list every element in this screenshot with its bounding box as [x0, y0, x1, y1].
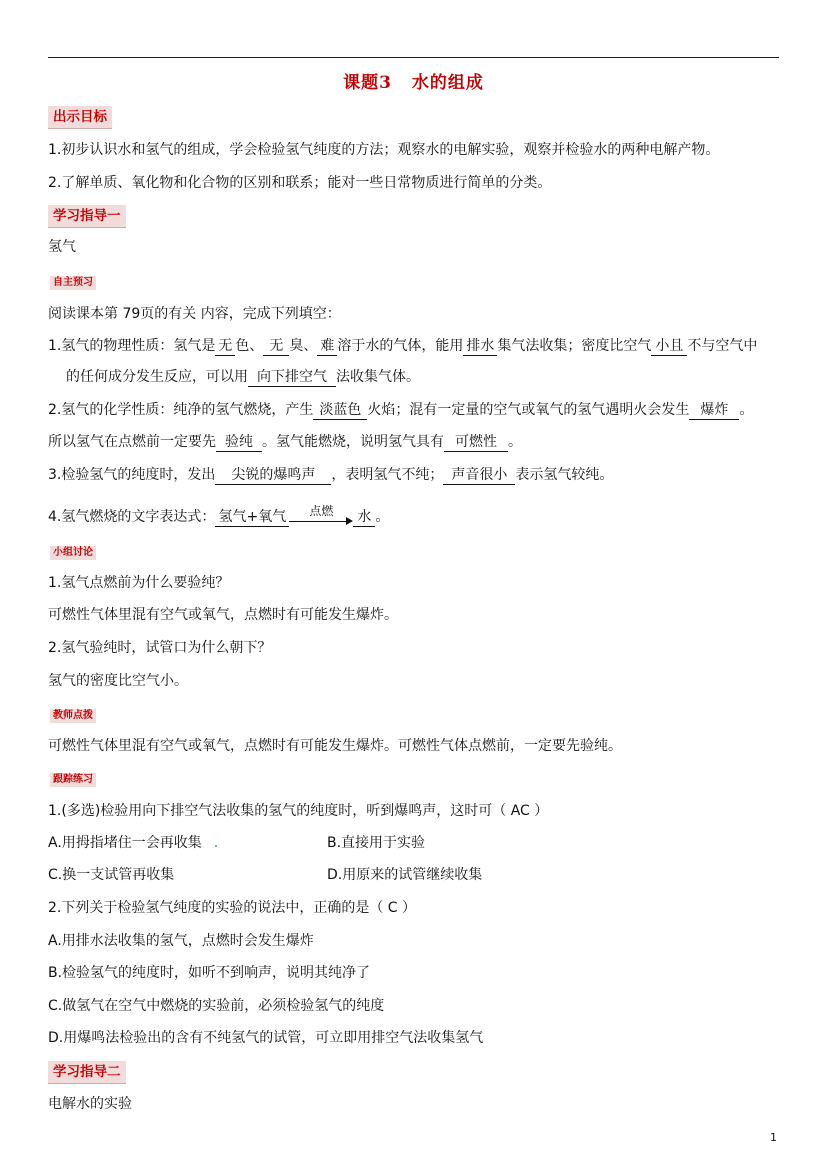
equation-reactants: 氢气+氧气: [215, 508, 289, 527]
discussion-q1: 1.氢气点燃前为什么要验纯？: [48, 575, 230, 591]
blank-7: 淡蓝色: [313, 401, 367, 420]
practice-q1-option-c: C.换一支试管再收集: [48, 867, 175, 883]
practice-tag: 跟踪练习: [50, 773, 96, 787]
question-1-line-1: 1.氢气的物理性质：氢气是 无 色、 无 臭、 难 溶于水的气体，能用 排水 集气法收集；密度比空气 小且 不与空气中: [48, 338, 758, 354]
guide1-topic: 氢气: [48, 239, 76, 255]
question-2-line-2: 所以氢气在点燃前一定要先 验纯 。氢气能燃烧，说明氢气具有 可燃性 。: [48, 434, 522, 450]
page-title: [0, 68, 827, 93]
teacher-note: 可燃性气体里混有空气或氧气，点燃时有可能发生爆炸。可燃性气体点燃前，一定要先验纯。: [48, 738, 622, 754]
guide2-topic: 电解水的实验: [48, 1096, 132, 1112]
practice-q2-option-c: C.做氢气在空气中燃烧的实验前，必须检验氢气的纯度: [48, 998, 385, 1014]
blank-5: 小且: [651, 337, 687, 356]
goals-heading: 出示目标: [48, 106, 112, 129]
blank-3: 难: [317, 337, 337, 356]
practice-q1-option-a: A.用拇指堵住一会再收集 .: [48, 835, 219, 851]
discussion-a1: 可燃性气体里混有空气或氧气，点燃时有可能发生爆炸。: [48, 607, 398, 623]
preview-intro: 阅读课本第 79页的有关 内容，完成下列填空：: [48, 306, 341, 322]
practice-q1: 1.(多选)检验用向下排空气法收集的氢气的纯度时，听到爆鸣声，这时可（ AC ）: [48, 803, 549, 819]
teacher-tag: 教师点拨: [50, 709, 96, 723]
equation-product: 水: [353, 508, 375, 527]
title-lesson-number: 课题3: [343, 73, 392, 93]
question-3: 3.检验氢气的纯度时，发出 尖锐的爆鸣声 ，表明氢气不纯； 声音很小 表示氢气较纯。: [48, 467, 614, 483]
blank-10: 可燃性: [444, 433, 508, 452]
goal-item-2: 2.了解单质、氧化物和化合物的区别和联系；能对一些日常物质进行简单的分类。: [48, 175, 552, 191]
guide2-heading: 学习指导二: [48, 1061, 126, 1084]
preview-tag: 自主预习: [50, 276, 96, 290]
question-4: 4.氢气燃烧的文字表达式： 氢气+氧气 点燃 水 。: [48, 507, 389, 527]
blank-2: 无: [263, 337, 289, 356]
title-topic: 水的组成: [411, 73, 484, 93]
discussion-tag: 小组讨论: [50, 546, 96, 560]
reaction-condition: 点燃: [309, 504, 334, 518]
discussion-q2: 2.氢气验纯时，试管口为什么朝下？: [48, 640, 272, 656]
page-number: 1: [770, 1131, 777, 1144]
discussion-a2: 氢气的密度比空气小。: [48, 673, 188, 689]
blank-1: 无: [215, 337, 235, 356]
reaction-arrow-icon: [289, 504, 353, 527]
blank-12: 声音很小: [443, 466, 515, 485]
question-1-line-2: 的任何成分发生反应，可以用 向下排空气 法收集气体。: [66, 369, 420, 385]
practice-q1-option-d: D.用原来的试管继续收集: [327, 867, 483, 883]
blank-11: 尖锐的爆鸣声: [215, 466, 331, 485]
blank-6: 向下排空气: [248, 368, 336, 387]
practice-q2-option-b: B.检验氢气的纯度时，如听不到响声，说明其纯净了: [48, 965, 371, 981]
question-2-line-1: 2.氢气的化学性质：纯净的氢气燃烧，产生 淡蓝色 火焰；混有一定量的空气或氧气的氢气遇明火会发生 爆炸 。: [48, 402, 754, 418]
guide1-heading: 学习指导一: [48, 205, 126, 228]
goal-item-1: 1.初步认识水和氢气的组成，学会检验氢气纯度的方法；观察水的电解实验，观察并检验水的两种电解产物。: [48, 142, 720, 158]
blank-4: 排水: [463, 337, 497, 356]
blank-8: 爆炸: [689, 401, 739, 420]
practice-q2-option-d: D.用爆鸣法检验出的含有不纯氢气的试管，可立即用排空气法收集氢气: [48, 1030, 484, 1046]
practice-q1-option-b: B.直接用于实验: [327, 835, 426, 851]
practice-q2-option-a: A.用排水法收集的氢气，点燃时会发生爆炸: [48, 933, 314, 949]
header-rule: [48, 57, 779, 58]
practice-q2: 2.下列关于检验氢气纯度的实验的说法中，正确的是（ C ）: [48, 900, 417, 916]
blank-9: 验纯: [216, 433, 262, 452]
